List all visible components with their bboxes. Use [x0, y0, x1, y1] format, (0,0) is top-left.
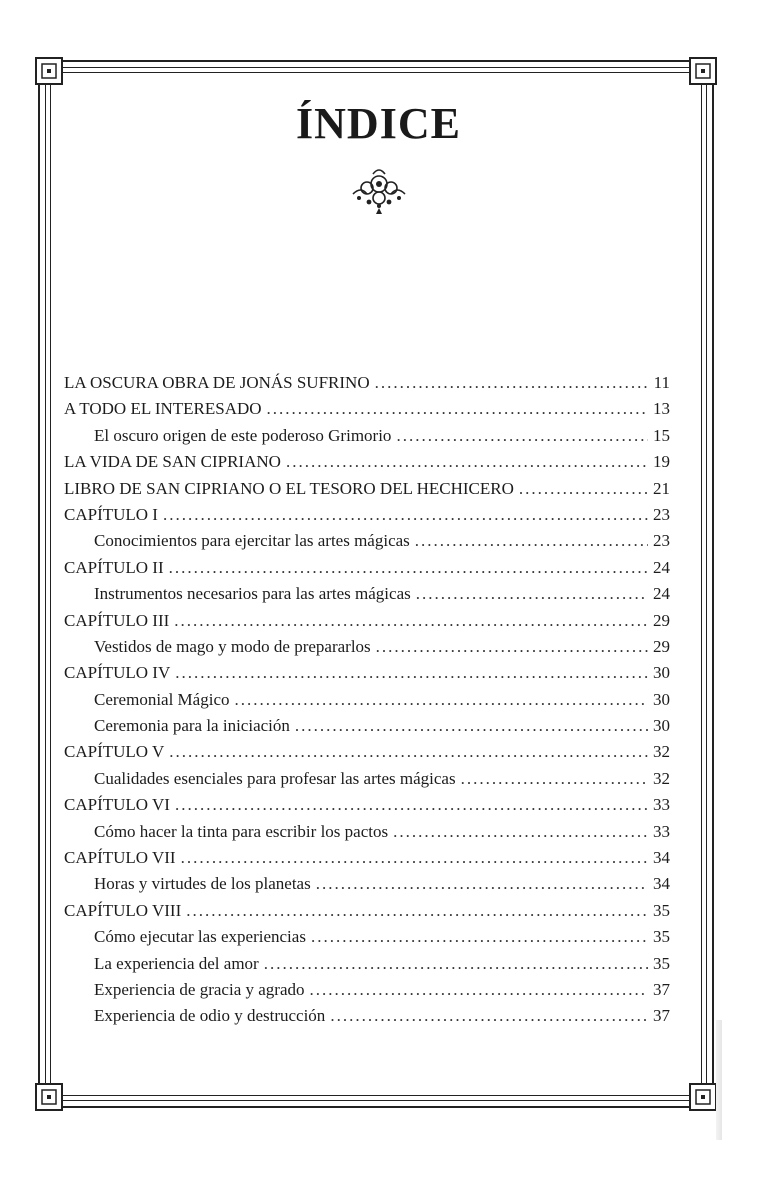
toc-page-number: 11	[653, 373, 670, 392]
toc-page-number: 34	[653, 874, 670, 894]
toc-page-number: 32	[653, 742, 670, 762]
toc-entry-title: LIBRO DE SAN CIPRIANO O EL TESORO DEL HECHICERO	[64, 478, 514, 498]
toc-page-number: 35	[653, 900, 670, 920]
dot-leader	[175, 795, 648, 815]
dot-leader	[311, 927, 648, 947]
toc-page-number: 30	[653, 689, 670, 709]
toc-entry-title: Ceremonia para la iniciación	[94, 716, 290, 736]
toc-entry-title: El oscuro origen de este poderoso Grimorio	[94, 425, 392, 445]
toc-entry-title: Cualidades esenciales para profesar las artes mágicas	[94, 768, 456, 788]
corner-ornament-top-left	[34, 56, 64, 86]
toc-entry	[64, 399, 670, 425]
toc-entry-title: Horas y virtudes de los planetas	[94, 874, 311, 894]
toc-entry-title: CAPÍTULO IV	[64, 663, 171, 683]
toc-entry-title: CAPÍTULO V	[64, 742, 165, 762]
toc-entry	[64, 452, 670, 478]
toc-entry-title: Experiencia de odio y destrucción	[94, 1006, 326, 1026]
toc-entry	[64, 742, 670, 768]
dot-leader	[461, 769, 648, 789]
dot-leader	[415, 531, 648, 551]
toc-entry-title: CAPÍTULO VII	[64, 848, 176, 868]
toc-entry-title: La experiencia del amor	[94, 953, 259, 973]
toc-entry	[64, 505, 670, 531]
dot-leader	[175, 663, 648, 683]
toc-entry-title: Ceremonial Mágico	[94, 689, 230, 709]
toc-subentry	[64, 927, 670, 953]
toc-subentry	[64, 1006, 670, 1032]
dot-leader	[235, 690, 649, 710]
toc-page-number: 15	[653, 425, 670, 445]
toc-page-number: 33	[653, 821, 670, 841]
dot-leader	[375, 373, 649, 393]
toc-entry-title: A TODO EL INTERESADO	[64, 399, 262, 419]
dot-leader	[376, 637, 648, 657]
toc-entry	[64, 795, 670, 821]
dot-leader	[186, 901, 648, 921]
toc-entry	[64, 558, 670, 584]
toc-entry-title: CAPÍTULO VI	[64, 795, 170, 815]
toc-subentry	[64, 690, 670, 716]
dot-leader	[163, 505, 648, 525]
toc-entry-title: Cómo ejecutar las experiencias	[94, 927, 306, 947]
toc-page-number: 35	[653, 927, 670, 947]
dot-leader	[267, 399, 648, 419]
dot-leader	[416, 584, 648, 604]
toc-page-number: 37	[653, 1006, 670, 1026]
toc-entry-title: CAPÍTULO III	[64, 610, 170, 630]
toc-page-number: 21	[653, 478, 670, 498]
toc-page-number: 23	[653, 504, 670, 524]
floral-vignette-icon	[339, 158, 419, 218]
dot-leader	[330, 1006, 648, 1026]
toc-entry	[64, 663, 670, 689]
toc-subentry	[64, 584, 670, 610]
dot-leader	[169, 742, 648, 762]
toc-entry	[64, 901, 670, 927]
toc-page-number: 29	[653, 610, 670, 630]
toc-entry-title: Experiencia de gracia y agrado	[94, 979, 305, 999]
toc-subentry	[64, 531, 670, 557]
toc-subentry	[64, 980, 670, 1006]
table-of-contents	[64, 373, 670, 1033]
toc-entry	[64, 479, 670, 505]
toc-subentry	[64, 637, 670, 663]
toc-subentry	[64, 874, 670, 900]
toc-page-number: 35	[653, 953, 670, 973]
toc-subentry	[64, 822, 670, 848]
toc-entry-title: CAPÍTULO II	[64, 557, 164, 577]
toc-page-number: 23	[653, 531, 670, 551]
dot-leader	[519, 479, 648, 499]
toc-page-number: 30	[653, 663, 670, 683]
toc-subentry	[64, 769, 670, 795]
dot-leader	[264, 954, 648, 974]
toc-page-number: 24	[653, 584, 670, 604]
dot-leader	[169, 558, 648, 578]
corner-ornament-bottom-left	[34, 1082, 64, 1112]
dot-leader	[286, 452, 648, 472]
toc-entry	[64, 848, 670, 874]
toc-subentry	[64, 954, 670, 980]
dot-leader	[316, 874, 648, 894]
toc-page-number: 33	[653, 795, 670, 815]
toc-page-number: 37	[653, 979, 670, 999]
toc-entry	[64, 373, 670, 399]
dot-leader	[310, 980, 649, 1000]
dot-leader	[181, 848, 648, 868]
dot-leader	[295, 716, 648, 736]
toc-page-number: 29	[653, 636, 670, 656]
dot-leader	[393, 822, 648, 842]
toc-entry-title: LA VIDA DE SAN CIPRIANO	[64, 452, 281, 472]
toc-entry-title: LA OSCURA OBRA DE JONÁS SUFRINO	[64, 373, 370, 392]
toc-entry	[64, 611, 670, 637]
toc-page-number: 30	[653, 716, 670, 736]
toc-entry-title: CAPÍTULO VIII	[64, 900, 182, 920]
dot-leader	[396, 426, 648, 446]
toc-entry-title: CAPÍTULO I	[64, 504, 158, 524]
toc-page-number: 32	[653, 768, 670, 788]
dot-leader	[174, 611, 648, 631]
toc-entry-title: Conocimientos para ejercitar las artes mágicas	[94, 531, 410, 551]
corner-ornament-top-right	[688, 56, 718, 86]
toc-page-number: 34	[653, 848, 670, 868]
toc-page-number: 13	[653, 399, 670, 419]
toc-entry-title: Vestidos de mago y modo de prepararlos	[94, 636, 371, 656]
toc-subentry	[64, 426, 670, 452]
toc-entry-title: Cómo hacer la tinta para escribir los pactos	[94, 821, 389, 841]
page-edge-shadow	[716, 1020, 722, 1140]
corner-ornament-bottom-right	[688, 1082, 718, 1112]
toc-page-number: 24	[653, 557, 670, 577]
toc-subentry	[64, 716, 670, 742]
toc-page-number: 19	[653, 452, 670, 472]
page-title: ÍNDICE	[296, 99, 461, 148]
toc-entry-title: Instrumentos necesarios para las artes mágicas	[94, 584, 411, 604]
